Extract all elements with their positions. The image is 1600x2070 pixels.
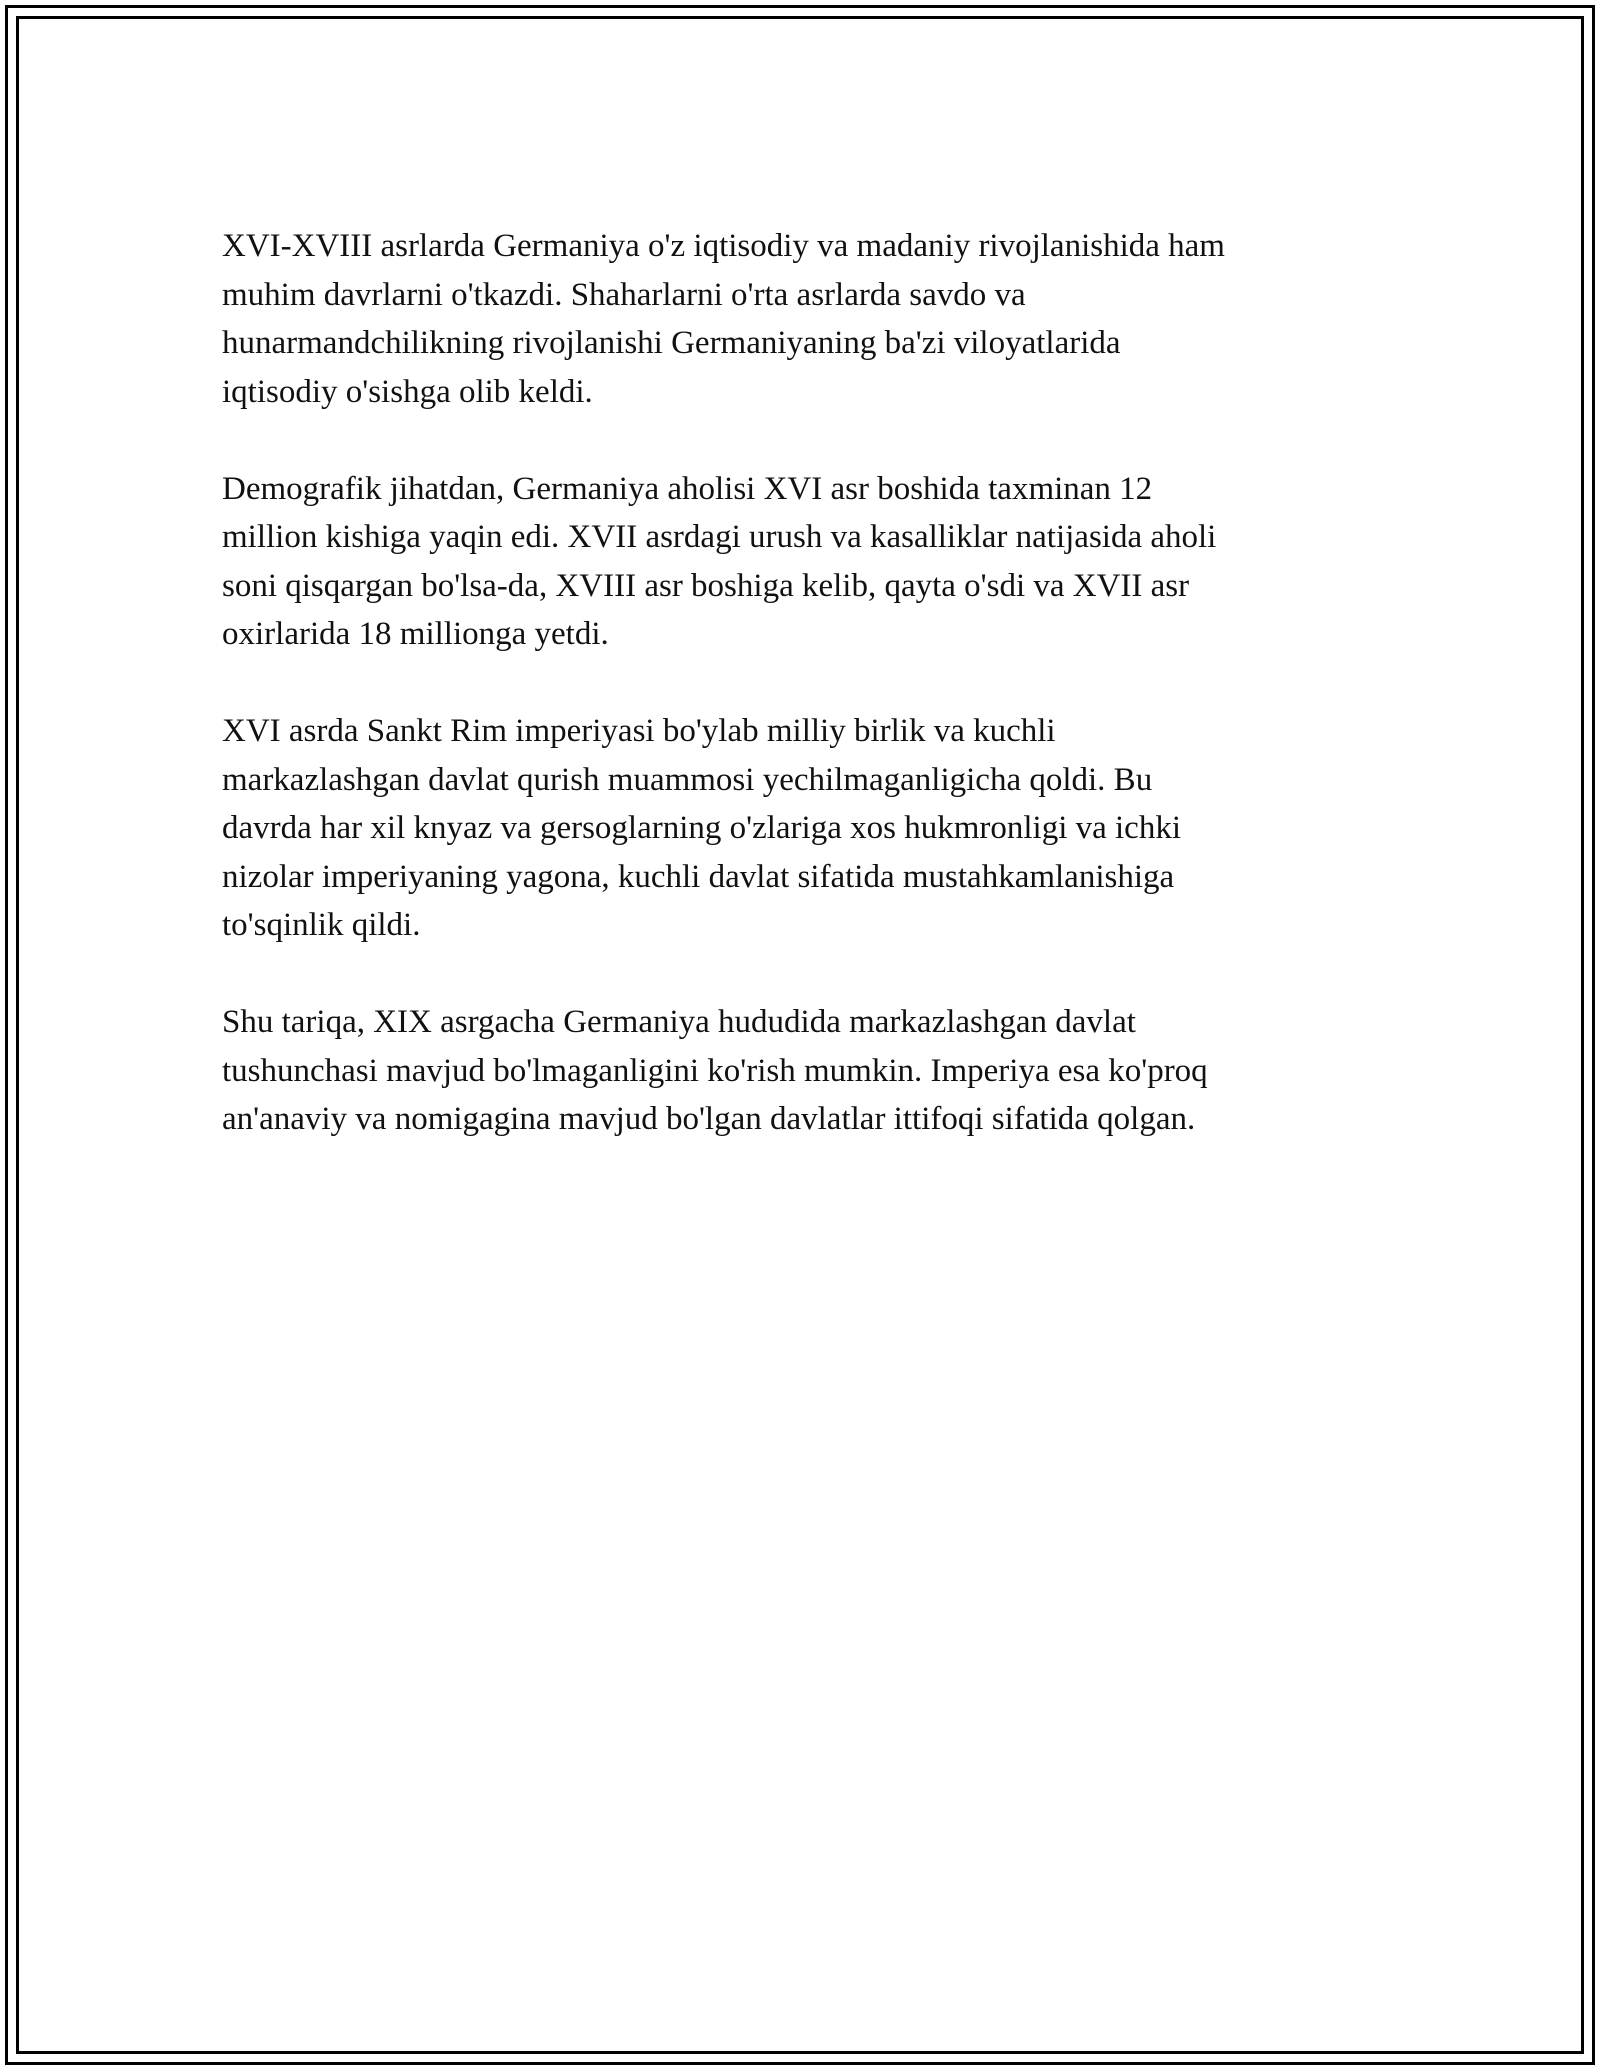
paragraph-economy: XVI-XVIII asrlarda Germaniya o'z iqtisodiy va madaniy rivojlanishida ham muhim davrlarni o'tkazdi. Shaharlarni o'rta asrlarda savdo va hunarmandchilikning rivojlanishi Germaniyaning ba'zi viloyatlarida iqtisodiy o'sishga olib keldi.: [222, 228, 1225, 410]
paragraph-demography: Demografik jihatdan, Germaniya aholisi XVI asr boshida taxminan 12 million kishiga yaqin edi. XVII asrdagi urush va kasalliklar natijasida aholi soni qisqargan bo'lsa-da, XVIII asr boshiga kelib, qayta o'sdi va XVII asr oxirlarida 18 millionga yetdi.: [222, 470, 1217, 652]
paragraph-conclusion: Shu tariqa, XIX asrgacha Germaniya hududida markazlashgan davlat tushunchasi mavjud bo'lmaganligini ko'rish mumkin. Imperiya esa ko'proq an'anaviy va nomigagina mavjud bo'lgan davlatlar ittifoqi sifatida qolgan.: [222, 1004, 1208, 1137]
document-body: [222, 222, 1362, 1192]
paragraph-empire-unity: XVI asrda Sankt Rim imperiyasi bo'ylab milliy birlik va kuchli markazlashgan davlat qurish muammosi yechilmaganligicha qoldi. Bu davrda har xil knyaz va gersoglarning o'zlariga xos hukmronligi va ichki nizolar imperiyaning yagona, kuchli davlat sifatida mustahkamlanishiga to'sqinlik qildi.: [222, 713, 1181, 943]
